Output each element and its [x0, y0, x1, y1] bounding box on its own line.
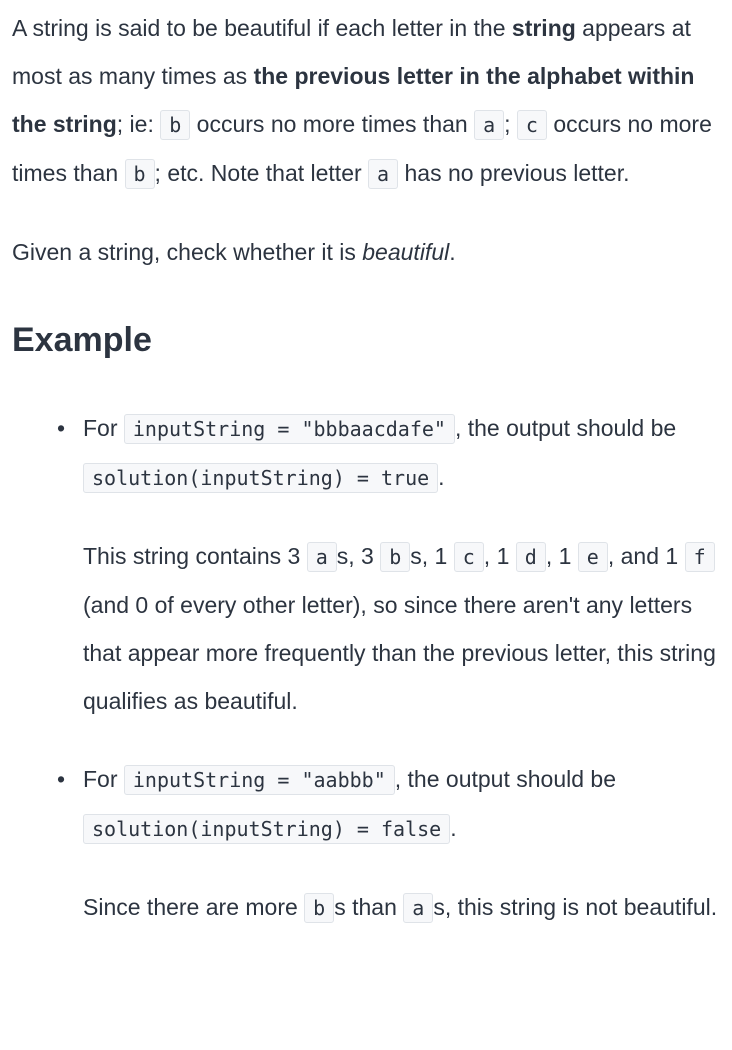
inline-code: c	[454, 542, 484, 572]
input-code: inputString = "bbbaacdafe"	[124, 414, 455, 444]
inline-code: b	[380, 542, 410, 572]
text: (and 0 of every other letter), so since there aren't any letters that appear more frequently than the previous letter, this string qualifies as beautiful.	[83, 592, 716, 714]
text: occurs no more times than	[12, 111, 712, 186]
example-item	[57, 755, 720, 932]
text: s, this string is not beautiful.	[433, 894, 718, 920]
task-paragraph	[12, 228, 720, 276]
example-explanation	[83, 883, 720, 932]
bullet-icon: •	[57, 415, 66, 441]
text: s than	[334, 894, 404, 920]
text: Since there are more	[83, 894, 305, 920]
output-code: solution(inputString) = false	[83, 814, 450, 844]
example-explanation	[83, 532, 720, 725]
italic-text: beautiful	[362, 239, 450, 265]
inline-code: c	[517, 110, 547, 140]
text: , 1	[483, 543, 516, 569]
text: .	[450, 815, 457, 841]
example-item	[57, 404, 720, 725]
example-io	[83, 755, 720, 853]
text: .	[438, 464, 445, 490]
text: .	[449, 239, 456, 265]
text: , the output should be	[454, 415, 677, 441]
bold-text: the previous letter in the alphabet within the string	[12, 63, 695, 137]
text: For	[83, 766, 124, 792]
inline-code: a	[403, 893, 433, 923]
inline-code: b	[125, 159, 155, 189]
example-heading: Example	[12, 321, 152, 359]
text: has no previous letter.	[398, 160, 630, 186]
text: appears at most as many times as	[12, 15, 691, 89]
text: s, 1	[410, 543, 454, 569]
text: occurs no more times than	[190, 111, 475, 137]
text: This string contains 3	[83, 543, 307, 569]
inline-code: a	[474, 110, 504, 140]
example-io	[83, 404, 720, 502]
examples-list	[12, 404, 720, 932]
text: For	[83, 415, 124, 441]
inline-code: f	[685, 542, 715, 572]
text: ;	[504, 111, 517, 137]
intro-paragraph	[12, 4, 720, 198]
inline-code: b	[304, 893, 334, 923]
text: , the output should be	[394, 766, 616, 792]
bold-text: string	[511, 15, 576, 41]
text: s, 3	[336, 543, 381, 569]
text: Given a string, check whether it is	[12, 239, 363, 265]
inline-code: a	[307, 542, 337, 572]
text: ; ie:	[116, 111, 161, 137]
inline-code: b	[160, 110, 190, 140]
text: , 1	[545, 543, 578, 569]
inline-code: a	[368, 159, 398, 189]
output-code: solution(inputString) = true	[83, 463, 438, 493]
inline-code: e	[578, 542, 608, 572]
inline-code: d	[516, 542, 546, 572]
text: A string is said to be beautiful if each letter in the	[12, 15, 512, 41]
text: ; etc. Note that letter	[154, 160, 369, 186]
bullet-icon: •	[57, 766, 66, 792]
input-code: inputString = "aabbb"	[124, 765, 395, 795]
text: , and 1	[607, 543, 685, 569]
